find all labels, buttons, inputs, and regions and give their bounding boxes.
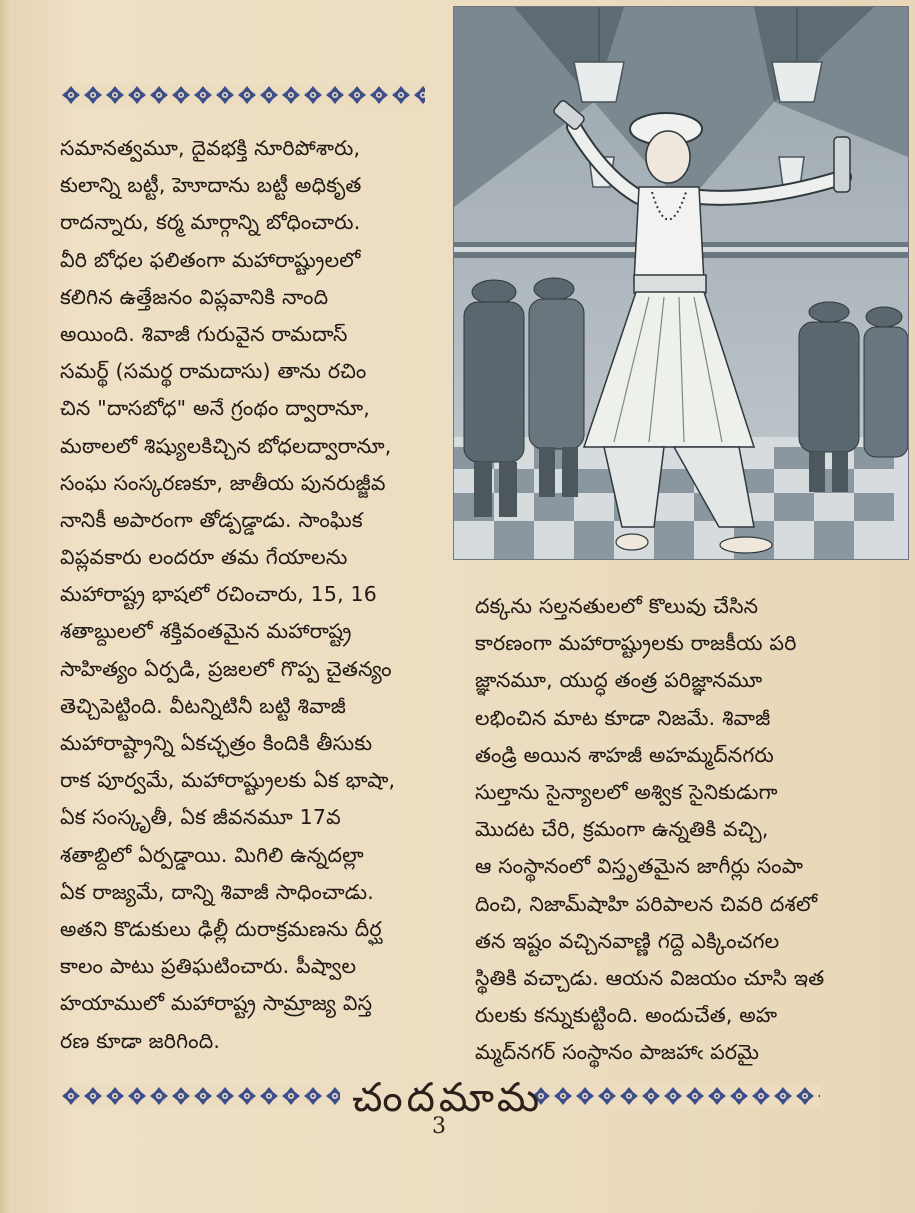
text-line: సంఘ సంస్కరణకూ, జాతీయ పునరుజ్జీవ <box>60 470 386 495</box>
bottom-ornament-left <box>60 1085 340 1107</box>
top-ornament-border <box>60 84 425 106</box>
text-line: ఏక రాజ్యమే, దాన్ని శివాజీ సాధించాడు. <box>60 879 374 904</box>
text-line: సమానత్వమూ, దైవభక్తి నూరిపోశారు, <box>60 136 361 160</box>
illustration-shivaji-dancing <box>453 6 909 560</box>
text-line: మఠాలలో శిష్యులకిచ్చిన బోధలద్వారానూ, <box>60 433 392 458</box>
text-line: మహారాష్ట్రాన్ని ఏకచ్ఛత్రం కిందికి తీసుకు <box>60 731 373 755</box>
text-line: మ్మద్‌నగర్ సంస్థానం పాజహాఁ పరమై <box>475 1040 760 1065</box>
text-line: కులాన్ని బట్టీ, హెూదాను బట్టీ అధికృత <box>60 173 362 198</box>
ornament-icon <box>60 84 425 106</box>
text-line: తండ్రి అయిన శాహజీ అహమ్మద్‌నగరు <box>475 742 774 767</box>
text-line: విప్లవకారు లందరూ తమ గేయాలను <box>60 545 348 570</box>
left-text-column <box>60 130 440 1060</box>
text-line: సాహిత్యం ఏర్పడి, ప్రజలలో గొప్ప చైతన్యం <box>60 656 392 681</box>
text-line: మహారాష్ట్ర భాషలో రచించారు, 15, 16 <box>60 582 377 607</box>
text-line: కారణంగా మహారాష్ట్రులకు రాజకీయ పరి <box>475 631 797 656</box>
text-line: తన ఇష్టం వచ్చినవాణ్ణి గద్దె ఎక్కించగల <box>475 928 780 953</box>
text-line: మొదట చేరి, క్రమంగా ఉన్నతికి వచ్చి, <box>475 817 769 842</box>
text-line: స్థితికి వచ్చాడు. ఆయన విజయం చూసి ఇత <box>475 965 825 990</box>
text-line: నానికీ అపారంగా తోడ్పడ్డాడు. సాంఘిక <box>60 507 363 532</box>
text-line: చిన "దాసబోధ" అనే గ్రంథం ద్వారానూ, <box>60 396 370 421</box>
text-line: కాలం పాటు ప్రతిఘటించారు. పీష్వాల <box>60 954 357 979</box>
text-line: రాదన్నారు, కర్మ మార్గాన్ని బోధించారు. <box>60 210 361 235</box>
dancing-man-illustration-icon <box>454 7 908 559</box>
text-line: రాక పూర్వమే, మహారాష్ట్రులకు ఏక భాషా, <box>60 768 396 793</box>
text-line: అయింది. శివాజీ గురువైన రామదాస్ <box>60 321 348 346</box>
text-line: కలిగిన ఉత్తేజనం విప్లవానికి నాంది <box>60 284 329 309</box>
text-line: ఏక సంస్కృతీ, ఏక జీవనమూ 17వ <box>60 805 341 830</box>
text-line: రులకు కన్నుకుట్టింది. అందుచేత, అహ <box>475 1003 778 1028</box>
magazine-title: చందమామ <box>352 1075 544 1121</box>
text-line: రణ కూడా జరిగింది. <box>60 1028 221 1053</box>
ornament-icon <box>530 1085 820 1107</box>
text-line: శతాబ్దులలో శక్తివంతమైన మహారాష్ట్ర <box>60 619 352 644</box>
text-line: అతని కొడుకులు ఢిల్లీ దురాక్రమణను దీర్ఘ <box>60 916 382 941</box>
text-line: వీరి బోధల ఫలితంగా మహారాష్ట్రులలో <box>60 247 361 272</box>
text-line: శతాబ్దిలో ఏర్పడ్డాయి. మిగిలి ఉన్నదల్లా <box>60 842 364 867</box>
text-line: దించి, నిజామ్‌షాహి పరిపాలన చివరి దశలో <box>475 891 818 916</box>
text-line: తెచ్చిపెట్టింది. వీటన్నిటినీ బట్టి శివాజీ <box>60 693 346 718</box>
page-number: 3 <box>432 1114 446 1139</box>
text-line: జ్ఞానమూ, యుద్ధ తంత్ర పరిజ్ఞానమూ <box>475 668 763 693</box>
right-text-column <box>475 588 855 1071</box>
text-line: హయాములో మహారాష్ట్ర సామ్రాజ్య విస్త <box>60 991 373 1016</box>
text-line: సుల్తాను సైన్యాలలో అశ్విక సైనికుడుగా <box>475 779 778 804</box>
bottom-ornament-right <box>530 1085 820 1107</box>
text-line: ఆ సంస్థానంలో విస్తృతమైన జాగీర్లు సంపా <box>475 854 804 879</box>
text-line: సమర్థ్ (సమర్థ రామదాసు) తాను రచిం <box>60 359 367 384</box>
text-line: దక్కను సల్తనతులలో కొలువు చేసిన <box>475 594 759 618</box>
ornament-icon <box>60 1085 340 1107</box>
page-gutter <box>0 0 12 1213</box>
text-line: లభించిన మాట కూడా నిజమే. శివాజీ <box>475 705 771 730</box>
